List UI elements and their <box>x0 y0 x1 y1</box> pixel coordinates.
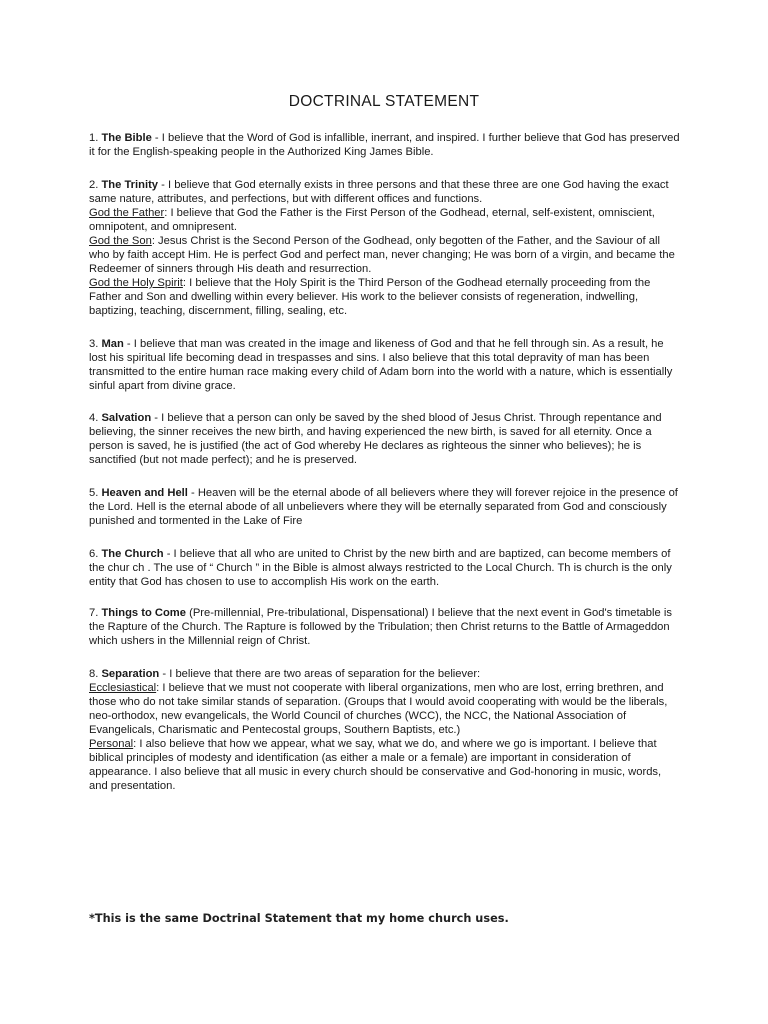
section-text: - I believe that man was created in the image and likeness of God and that he fell through sin. As a result, he lost his spiritual life becoming dead in trespasses and sins. I also believe that this total depravity of man has been transmitted to the entire human race making every child of Adam born into the world with a nature, which is essentially sinful apart from divine grace. <box>89 338 673 392</box>
section-text: (Pre-millennial, Pre-tribulational, Dispensational) I believe that the next event in God's timetable is the Rapture of the Church. The Rapture is followed by the Tribulation; then Christ returns to the Battle of Armageddon which ushers in the Millennial reign of Christ. <box>89 607 672 647</box>
subheading-personal: Personal <box>89 738 134 750</box>
section-heaven-and-hell <box>89 486 681 528</box>
section-number: 6. <box>89 548 99 560</box>
subheading-god-the-father: God the Father <box>89 207 165 219</box>
section-heading: The Trinity <box>101 179 159 191</box>
section-heading: Things to Come <box>101 607 186 619</box>
section-heading: Salvation <box>101 412 152 424</box>
section-heading: Man <box>101 338 124 350</box>
section-text: - I believe that there are two areas of separation for the believer: <box>159 668 481 680</box>
section-number: 4. <box>89 412 99 424</box>
section-number: 7. <box>89 607 99 619</box>
section-man <box>89 337 681 393</box>
footnote: *This is the same Doctrinal Statement that my home church uses. <box>89 912 509 925</box>
subheading-ecclesiastical: Ecclesiastical <box>89 682 157 694</box>
section-text: - I believe that God eternally exists in three persons and that these three are one God having the exact same nature, attributes, and perfections, but with different offices and functions. <box>89 179 669 205</box>
section-heading: Heaven and Hell <box>101 487 188 499</box>
section-number: 8. <box>89 668 99 680</box>
section-number: 2. <box>89 179 99 191</box>
section-number: 3. <box>89 338 99 350</box>
section-text: - I believe that the Word of God is infallible, inerrant, and inspired. I further believe that God has preserved it for the English-speaking people in the Authorized King James Bible. <box>89 132 680 158</box>
section-number: 1. <box>89 132 99 144</box>
subsection-text: : Jesus Christ is the Second Person of the Godhead, only begotten of the Father, and the Saviour of all who by faith accept Him. He is perfect God and perfect man, never changing; He was born of a virgin, and became the Redeemer of sinners through His death and resurrection. <box>89 235 675 275</box>
section-text: - I believe that all who are united to Christ by the new birth and are baptized, can become members of the chur ch . The use of “ Church ” in the Bible is almost always restricted to the Local Church. Th is church is the only entity that God has chosen to use to accomplish His work on the earth. <box>89 548 672 588</box>
section-heading: The Bible <box>101 132 152 144</box>
subsection-text: : I believe that the Holy Spirit is the Third Person of the Godhead eternally proceeding from the Father and Son and dwelling within every believer. His work to the believer consists of regeneration, indwelling, baptizing, teaching, discernment, filling, sealing, etc. <box>89 277 651 317</box>
section-church <box>89 547 681 589</box>
subheading-god-the-holy-spirit: God the Holy Spirit <box>89 277 183 289</box>
subsection-text: : I believe that God the Father is the First Person of the Godhead, eternal, self-existent, omniscient, omnipotent, and omnipresent. <box>89 207 655 233</box>
section-text: - I believe that a person can only be saved by the shed blood of Jesus Christ. Through repentance and believing, the sinner receives the new birth, and having experienced the new birth, is saved for all eternity. Once a person is saved, he is justified (the act of God whereby He declares as righteous the sinner who believes); he is sanctified (but not made perfect); and he is preserved. <box>89 412 662 466</box>
section-number: 5. <box>89 487 99 499</box>
section-heading: Separation <box>101 668 160 680</box>
subheading-god-the-son: God the Son <box>89 235 152 247</box>
subsection-text: : I believe that we must not cooperate with liberal organizations, men who are lost, erring brethren, and those who do not take similar stands of separation. (Groups that I would avoid cooperating with would be the liberals, neo-orthodox, new evangelicals, the World Council of churches (WCC), the NCC, the National Association of Evangelicals, Charismatic and Pentecostal groups, Southern Baptists, etc.) <box>89 682 668 736</box>
section-salvation <box>89 411 681 467</box>
page-title: DOCTRINAL STATEMENT <box>288 93 480 110</box>
section-things-to-come <box>89 606 681 648</box>
section-heading: The Church <box>101 548 164 560</box>
section-bible <box>89 131 681 159</box>
section-trinity <box>89 178 681 318</box>
section-text: - Heaven will be the eternal abode of all believers where they will forever rejoice in the presence of the Lord. Hell is the eternal abode of all unbelievers where they will be eternally separated from God and consciously punished and tormented in the Lake of Fire <box>89 487 678 527</box>
section-separation <box>89 667 681 793</box>
subsection-text: : I also believe that how we appear, what we say, what we do, and where we go is important. I believe that biblical principles of modesty and identification (as either a male or a female) are important in consideration of appearance. I also believe that all music in every church should be conservative and God-honoring in music, words, and presentation. <box>89 738 662 792</box>
